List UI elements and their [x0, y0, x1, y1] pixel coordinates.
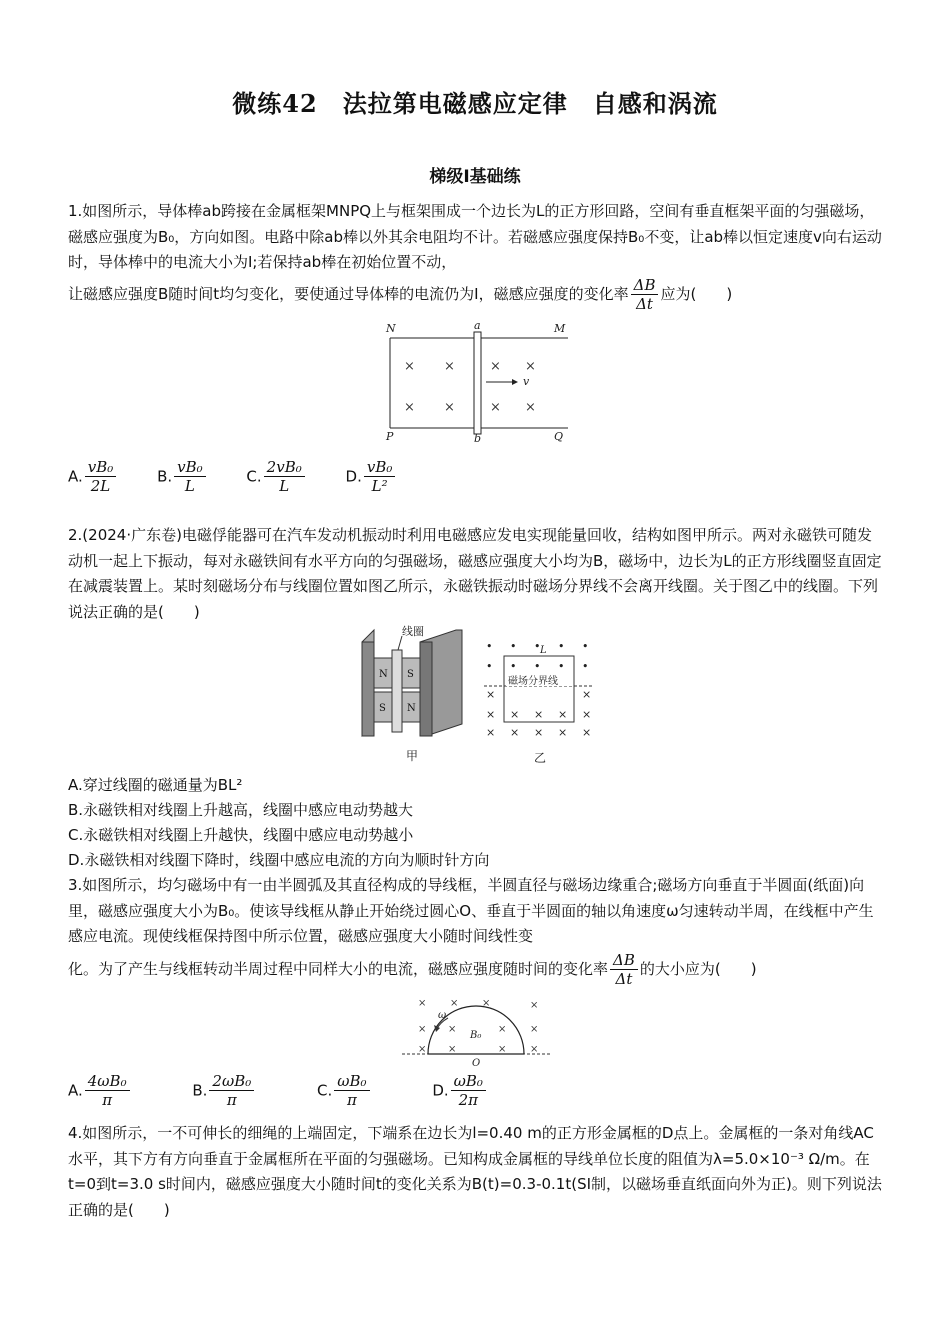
question-1-rate-fraction [631, 276, 659, 313]
cross-symbol: × [448, 1024, 457, 1035]
option-a[interactable]: A. $\frac{\text{4ωB₀}}{\pi}$ [68, 1072, 132, 1109]
question-3-figure [398, 994, 554, 1066]
cross-symbol: × [558, 726, 568, 739]
question-3-options [68, 1072, 522, 1109]
label-N: N [386, 322, 396, 335]
field-cross: × [404, 400, 415, 415]
label-Q: Q [554, 430, 564, 443]
figure-label-jia: 甲 [406, 749, 419, 763]
cross-symbol: × [530, 1000, 539, 1011]
page-title: 微练42 法拉第电磁感应定律 自感和涡流 [232, 89, 718, 118]
field-cross: × [490, 400, 501, 415]
option-c[interactable]: C. $\frac{\text{2vB₀}}{L}$ [246, 458, 306, 495]
label-v: v [523, 375, 530, 388]
question-3-last-line [68, 951, 757, 988]
pole-S: S [379, 703, 386, 714]
rate-denominator: Δt [631, 294, 659, 313]
cross-symbol: × [582, 688, 592, 701]
cross-symbol: × [486, 726, 496, 739]
option-d[interactable]: D. $\frac{\text{vB₀}}{\text{L²}}$ [346, 458, 398, 495]
cross-symbol: × [534, 726, 544, 739]
pole-N: N [407, 703, 416, 714]
question-2-option-d[interactable]: D.永磁铁相对线圈下降时，线圈中感应电流的方向为顺时针方向 [68, 851, 490, 869]
question-2-option-a[interactable]: A.穿过线圈的磁通量为BL² [68, 776, 243, 794]
question-2-figure-yi [484, 636, 594, 766]
figure-label-yi: 乙 [534, 751, 547, 765]
dot-symbol: • [510, 640, 517, 653]
cross-symbol: × [534, 708, 544, 721]
boundary-label: 磁场分界线 [508, 676, 558, 687]
center-o-label: O [472, 1058, 481, 1066]
option-b[interactable]: B. $\frac{\text{vB₀}}{L}$ [157, 458, 208, 495]
field-cross: × [525, 400, 536, 415]
section-heading: 梯级Ⅰ基础练 [429, 167, 521, 187]
dot-symbol: • [486, 640, 493, 653]
dot-symbol: • [558, 660, 565, 673]
question-2-figure-jia [358, 624, 468, 766]
velocity-arrow [486, 379, 518, 385]
coil-label: 线圈 [402, 625, 424, 638]
cross-symbol: × [448, 1044, 457, 1055]
question-3-text: 3.如图所示，均匀磁场中有一由半圆弧及其直径构成的导线框，半圆直径与磁场边缘重合;磁场方向垂直于半圆面(纸面)向里，磁感应强度大小为B₀。使该导线框从静止开始绕过圆心O、垂直于半圆面的轴以角速度ω匀速转动半周，在线框中产生感应电流。现使线框保持图中所示位置，磁感应强度大小随时间线性变 [68, 876, 874, 945]
label-b: b [474, 432, 482, 445]
cross-symbol: × [582, 726, 592, 739]
question-3-last-line-a: 化。为了产生与线框转动半周过程中同样大小的电流，磁感应强度随时间的变化率 [68, 960, 609, 978]
dot-symbol: • [534, 640, 541, 653]
cross-symbol: × [558, 708, 568, 721]
dot-symbol: • [534, 660, 541, 673]
question-1-last-line-a: 让磁感应强度B随时间t均匀变化，要使通过导体棒的电流仍为I，磁感应强度的变化率 [68, 285, 629, 303]
cross-symbol: × [582, 708, 592, 721]
question-1-last-line [68, 276, 732, 313]
omega-label: ω [438, 1010, 447, 1021]
option-d[interactable]: D. $\frac{\text{ωB₀}}{2\pi}$ [432, 1072, 488, 1109]
field-cross: × [490, 359, 501, 374]
b0-label: B₀ [470, 1030, 482, 1041]
cross-symbol: × [530, 1044, 539, 1055]
option-a[interactable]: A. $\frac{\text{vB₀}}{2L}$ [68, 458, 118, 495]
rate-denominator: Δt [610, 969, 638, 988]
question-2-text: 2.(2024·广东卷)电磁俘能器可在汽车发动机振动时利用电磁感应发电实现能量回收，结构如图甲所示。两对永磁铁可随发动机一起上下振动，每对永磁铁间有水平方向的匀强磁场，磁感应强度大小均为B，磁场中，边长为L的正方形线圈竖直固定在减震装置上。某时刻磁场分布与线圈位置如图乙所示，永磁铁振动时磁场分界线不会离开线圈。关于图乙中的线圈。下列说法正确的是( ) [68, 526, 882, 621]
dot-symbol: • [558, 640, 565, 653]
cross-symbol: × [510, 708, 520, 721]
cross-symbol: × [418, 998, 427, 1009]
label-a: a [474, 319, 481, 332]
pole-N: N [379, 669, 388, 680]
cross-symbol: × [530, 1024, 539, 1035]
question-1-last-line-b: 应为( ) [660, 285, 733, 303]
pole-S: S [407, 669, 414, 680]
dot-symbol: • [486, 660, 493, 673]
side-length-label: L [540, 645, 547, 656]
cross-symbol: × [510, 726, 520, 739]
cross-symbol: × [498, 1044, 507, 1055]
option-c[interactable]: C. $\frac{\text{ωB₀}}{\pi}$ [317, 1072, 372, 1109]
question-4-text: 4.如图所示，一不可伸长的细绳的上端固定，下端系在边长为l=0.40 m的正方形金属框的D点上。金属框的一条对角线AC水平，其下方有方向垂直于金属框所在平面的匀强磁场。已知构成金属框的导线单位长度的阻值为λ=5.0×10⁻³ Ω/m。在t=0到t=3.0 s时间内，磁感应强度大小随时间t的变化关系为B(t)=0.3-0.1t(SI制，以磁场垂直纸面向外为正)。则下列说法正确的是( ) [68, 1124, 882, 1219]
cross-symbol: × [486, 708, 496, 721]
dot-symbol: • [510, 660, 517, 673]
question-2-option-b[interactable]: B.永磁铁相对线圈上升越高，线圈中感应电动势越大 [68, 801, 414, 819]
cross-symbol: × [482, 998, 491, 1009]
label-M: M [554, 322, 566, 335]
cross-symbol: × [450, 998, 459, 1009]
cross-symbol: × [418, 1044, 427, 1055]
field-cross: × [444, 400, 455, 415]
question-3-rate-fraction [610, 951, 638, 988]
rate-numerator: ΔB [613, 951, 635, 969]
question-1-options [68, 458, 431, 495]
question-3-last-line-b: 的大小应为( ) [639, 960, 757, 978]
label-P: P [386, 430, 394, 443]
cross-symbol: × [486, 688, 496, 701]
question-1-text: 1.如图所示，导体棒ab跨接在金属框架MNPQ上与框架围成一个边长为L的正方形回路，空间有垂直框架平面的匀强磁场，磁感应强度为B₀，方向如图。电路中除ab棒以外其余电阻均不计。若磁感应强度保持B₀不变，让ab棒以恒定速度v向右运动时，导体棒中的电流大小为I;若保持ab棒在初始位置不动， [68, 202, 882, 271]
cross-symbol: × [418, 1024, 427, 1035]
dot-symbol: • [582, 660, 589, 673]
option-b[interactable]: B. $\frac{\text{2ωB₀}}{\pi}$ [192, 1072, 256, 1109]
field-cross: × [404, 359, 415, 374]
question-2-option-c[interactable]: C.永磁铁相对线圈上升越快，线圈中感应电动势越小 [68, 826, 414, 844]
dot-symbol: • [582, 640, 589, 653]
rate-numerator: ΔB [633, 276, 656, 294]
field-cross: × [444, 359, 455, 374]
question-1-figure [380, 318, 580, 450]
field-cross: × [525, 359, 536, 374]
cross-symbol: × [498, 1024, 507, 1035]
